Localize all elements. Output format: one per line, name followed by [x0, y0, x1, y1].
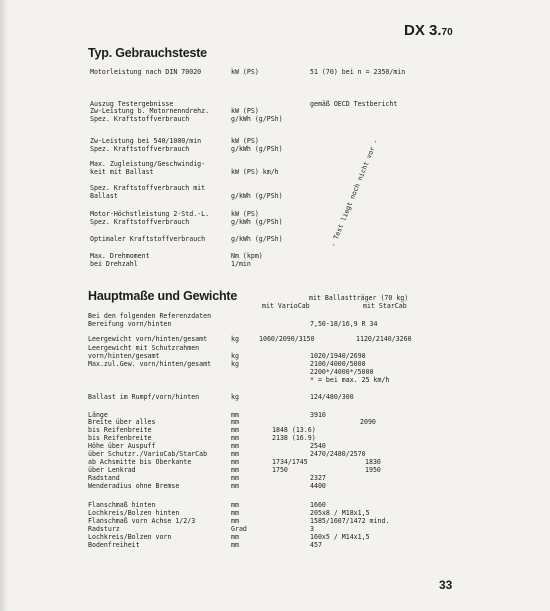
test-row-label: Zw-Leistung bei 540/1000/min: [90, 137, 202, 145]
test-row-label: Spez. Kraftstoffverbrauch: [90, 145, 190, 153]
test-row-unit: g/kWh (g/PSh): [231, 192, 283, 200]
dimension-row-value-alt: 1830: [365, 458, 381, 466]
dimension-row-value-alt: 1950: [365, 466, 381, 474]
test-row-label: Spez. Kraftstoffverbrauch: [90, 218, 190, 226]
dimension-row-value-alt: 1120/2140/3260: [356, 335, 412, 343]
dimension-row-label: Höhe über Auspuff: [88, 442, 156, 450]
dimension-row-label: vorn/hinten/gesamt: [88, 352, 160, 360]
test-row-label: Ballast: [90, 192, 118, 200]
dimension-row-label: Lochkreis/Bolzen vorn: [88, 533, 172, 541]
dimension-row-value: 3910: [310, 411, 326, 419]
dimension-row-label: Max.zul.Gew. vorn/hinten/gesamt: [88, 360, 212, 368]
dimension-row-label: Radsturz: [88, 525, 120, 533]
dimension-row-unit: kg: [231, 335, 239, 343]
dimension-row-value: 2327: [310, 474, 326, 482]
dimension-row-value: 1734/1745: [272, 458, 308, 466]
dimension-row-unit: mm: [231, 474, 239, 482]
dimension-row-unit: mm: [231, 442, 239, 450]
dimension-row-label: Leergewicht mit Schutzrahmen: [88, 344, 200, 352]
test-row-unit: kW (PS): [231, 68, 259, 76]
dimension-row-value: 1020/1940/2690: [310, 352, 366, 360]
dimension-row-value: 1060/2090/3150: [259, 335, 315, 343]
binding-shadow: [0, 0, 8, 611]
dimension-row-label: bis Reifenbreite: [88, 426, 152, 434]
note-variocab: mit VarioCab: [262, 302, 310, 310]
model-heading: [404, 22, 453, 39]
dimension-row-value: 1585/1607/1472 mind.: [310, 517, 390, 525]
test-row-label: keit mit Ballast: [90, 168, 154, 176]
test-row-value: gemäß OECD Testbericht: [310, 100, 398, 108]
dimension-row-unit: mm: [231, 434, 239, 442]
dimension-row-label: Ballast im Rumpf/vorn/hinten: [88, 393, 200, 401]
intro-line-2: Bereifung vorn/hinten: [88, 320, 172, 328]
test-row-label: Optimaler Kraftstoffverbrauch: [90, 235, 206, 243]
model-main: DX 3.: [404, 22, 442, 39]
test-row-label: Motor-Höchstleistung 2-Std.-L.: [90, 210, 210, 218]
test-row-unit: kW (PS) km/h: [231, 168, 279, 176]
page-number: 33: [439, 578, 453, 592]
dimension-row-label: bis Reifenbreite: [88, 434, 152, 442]
dimension-row-label: Wenderadius ohne Bremse: [88, 482, 180, 490]
dimension-row-value: 205x8 / M18x1,5: [310, 509, 370, 517]
test-row-label: Auszug Testergebnisse: [90, 100, 174, 108]
test-row-label: Zw-Leistung b. Motornenndrehz.: [90, 107, 210, 115]
dimension-row-value: 2470/2480/2570: [310, 450, 366, 458]
intro-line-1: Bei den folgenden Referenzdaten: [88, 312, 212, 320]
dimension-row-unit: mm: [231, 533, 239, 541]
test-row-unit: kW (PS): [231, 137, 259, 145]
dimension-row-label: Länge: [88, 411, 108, 419]
dimension-row-value: * = bei max. 25 km/h: [310, 376, 390, 384]
section-title-gebrauchsteste: Typ. Gebrauchsteste: [88, 46, 207, 60]
dimension-row-label: über Schutzr./VarioCab/StarCab: [88, 450, 208, 458]
dimension-row-value: 124/480/300: [310, 393, 354, 401]
dimension-row-label: Bodenfreiheit: [88, 541, 140, 549]
dimension-row-value: 457: [310, 541, 322, 549]
test-row-label: Spez. Kraftstoffverbrauch mit: [90, 184, 206, 192]
dimension-row-label: Radstand: [88, 474, 120, 482]
dimension-row-unit: mm: [231, 458, 239, 466]
dimension-row-unit: mm: [231, 418, 239, 426]
test-row-label: Max. Drehmoment: [90, 252, 150, 260]
dimension-row-unit: mm: [231, 517, 239, 525]
test-row-unit: kW (PS): [231, 107, 259, 115]
dimension-row-unit: mm: [231, 501, 239, 509]
dimension-row-label: Lochkreis/Bolzen hinten: [88, 509, 180, 517]
test-row-unit: 1/min: [231, 260, 251, 268]
dimension-row-value: 2100/4000/5000: [310, 360, 366, 368]
dimension-row-unit: kg: [231, 352, 239, 360]
tyre-size: 7,50-18/16,9 R 34: [310, 320, 378, 328]
dimension-row-unit: mm: [231, 541, 239, 549]
dimension-row-value: 1750: [272, 466, 288, 474]
dimension-row-value: 1660: [310, 501, 326, 509]
dimension-row-value: 2138 (16.9): [272, 434, 316, 442]
model-sub: 70: [441, 27, 453, 38]
dimension-row-label: Flanschmaß vorn Achse 1/2/3: [88, 517, 196, 525]
dimension-row-value-alt: 2090: [360, 418, 376, 426]
dimension-row-value: 2200*/4000*/5000: [310, 368, 374, 376]
dimension-row-value: 1848 (13.6): [272, 426, 316, 434]
dimension-row-unit: mm: [231, 450, 239, 458]
dimension-row-unit: mm: [231, 482, 239, 490]
test-row-value: 51 (70) bei n = 2350/min: [310, 68, 406, 76]
dimension-row-unit: kg: [231, 393, 239, 401]
dimension-row-unit: mm: [231, 426, 239, 434]
test-row-label: Spez. Kraftstoffverbrauch: [90, 115, 190, 123]
dimension-row-value: 160x5 / M14x1,5: [310, 533, 370, 541]
test-row-label: Max. Zugleistung/Geschwindig-: [90, 160, 206, 168]
dimension-row-label: Leergewicht vorn/hinten/gesamt: [88, 335, 208, 343]
dimension-row-label: ab Achsmitte bis Oberkante: [88, 458, 192, 466]
note-starcab: mit StarCab: [363, 302, 407, 310]
note-ballast: mit Ballastträger (70 kg): [309, 294, 409, 302]
test-row-label: Motorleistung nach DIN 70020: [90, 68, 202, 76]
test-row-unit: g/kWh (g/PSh): [231, 235, 283, 243]
dimension-row-label: Flanschmaß hinten: [88, 501, 156, 509]
dimension-row-unit: mm: [231, 466, 239, 474]
dimension-row-unit: Grad: [231, 525, 247, 533]
test-row-unit: g/kWh (g/PSh): [231, 115, 283, 123]
dimension-row-value: 3: [310, 525, 314, 533]
dimension-row-value: 4400: [310, 482, 326, 490]
dimension-row-label: Breite über alles: [88, 418, 156, 426]
test-row-unit: g/kWh (g/PSh): [231, 218, 283, 226]
dimension-row-unit: kg: [231, 360, 239, 368]
test-row-unit: g/kWh (g/PSh): [231, 145, 283, 153]
dimension-row-unit: mm: [231, 411, 239, 419]
dimension-row-unit: mm: [231, 509, 239, 517]
section-title-hauptmasse: Hauptmaße und Gewichte: [88, 289, 238, 303]
test-row-label: bei Drehzahl: [90, 260, 138, 268]
dimension-row-label: über Lenkrad: [88, 466, 136, 474]
dimension-row-value: 2540: [310, 442, 326, 450]
test-row-unit: kW (PS): [231, 210, 259, 218]
test-row-unit: Nm (kpm): [231, 252, 263, 260]
rotated-note: - Test liegt noch nicht vor -: [329, 138, 380, 248]
